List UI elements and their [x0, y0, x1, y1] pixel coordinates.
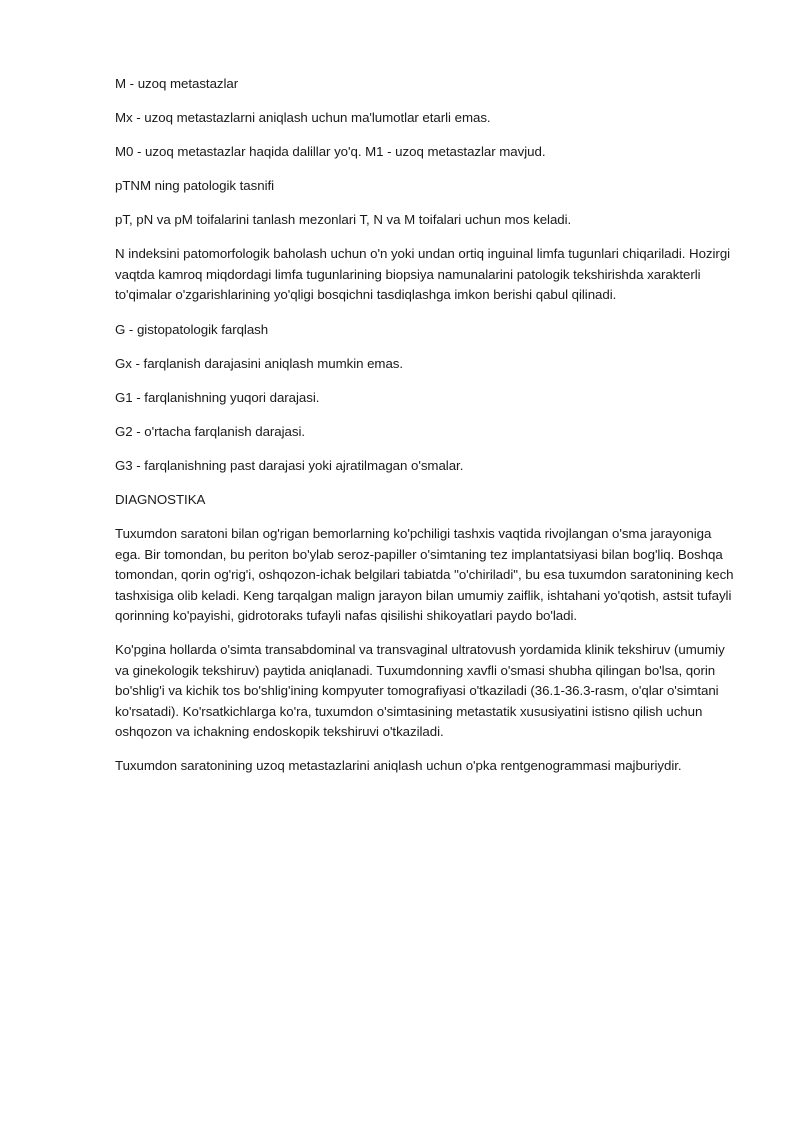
paragraph-gx: Gx - farqlanish darajasini aniqlash mumkin emas. — [115, 355, 404, 371]
paragraph-g3: G3 - farqlanishning past darajasi yoki ajratilmagan o'smalar. — [115, 457, 464, 473]
paragraph-diagnostika-xray: Tuxumdon saratonining uzoq metastazlarini aniqlash uchun o'pka rentgenogrammasi majburiydir. — [115, 758, 682, 774]
paragraph-diagnostika-methods: Ko'pgina hollarda o'simta transabdominal va transvaginal ultratovush yordamida klinik tekshiruv (umumiy va ginekologik tekshiruv) paytida aniqlanadi. Tuxumdonning xavfli o'smasi shubha qilingan bo'lsa, qorin bo'shlig'i va kichik tos bo'shlig'ining kompyuter tomografiyasi o'tkaziladi (36.1-36.3-rasm, o'qlar o'simtani ko'rsatadi). Ko'rsatkichlarga ko'ra, tuxumdon o'simtasining metastatik xususiyatini istisno qilish uchun oshqozon va ichakning endoskopik tekshiruvi o'tkaziladi. — [115, 642, 725, 740]
paragraph-diagnostika-intro: Tuxumdon saratoni bilan og'rigan bemorlarning ko'pchiligi tashxis vaqtida rivojlangan o'sma jarayoniga ega. Bir tomondan, bu periton bo'ylab seroz-papiller o'simtaning tez implantatsiyasi bilan bog'liq. Boshqa tomondan, qorin og'rig'i, oshqozon-ichak belgilari tabiatda "o'chiriladi", bu esa tuxumdon saratonining kech tashxisiga olib keladi. Keng tarqalgan malign jarayon bilan umumiy zaiflik, ishtahani yo'qotish, astsit tufayli qorinning ko'payishi, gidrotoraks tufayli nafas qisilishi shikoyatlari paydo bo'ladi. — [115, 526, 734, 624]
paragraph-ptnm-criteria: pT, pN va pM toifalarini tanlash mezonlari T, N va M toifalari uchun mos keladi. — [115, 212, 572, 228]
document-body — [115, 74, 740, 790]
paragraph-m-heading: M - uzoq metastazlar — [115, 76, 239, 91]
paragraph-m0-m1: M0 - uzoq metastazlar haqida dalillar yo'q. M1 - uzoq metastazlar mavjud. — [115, 144, 546, 160]
paragraph-g2: G2 - o'rtacha farqlanish darajasi. — [115, 423, 306, 439]
paragraph-n-index: N indeksini patomorfologik baholash uchun o'n yoki undan ortiq inguinal limfa tugunlari chiqariladi. Hozirgi vaqtda kamroq miqdordagi limfa tugunlarining biopsiya namunalarini patologik tekshirishda xarakterli to'qimalar o'zgarishlarining yo'qligi bosqichni tasdiqlashga imkon berishi qabul qilinadi. — [115, 246, 731, 303]
section-heading-diagnostika: DIAGNOSTIKA — [115, 492, 206, 508]
paragraph-mx: Mx - uzoq metastazlarni aniqlash uchun ma'lumotlar etarli emas. — [115, 110, 491, 126]
paragraph-g-heading: G - gistopatologik farqlash — [115, 321, 269, 337]
paragraph-g1: G1 - farqlanishning yuqori darajasi. — [115, 389, 320, 405]
paragraph-ptnm-heading: pTNM ning patologik tasnifi — [115, 178, 275, 194]
